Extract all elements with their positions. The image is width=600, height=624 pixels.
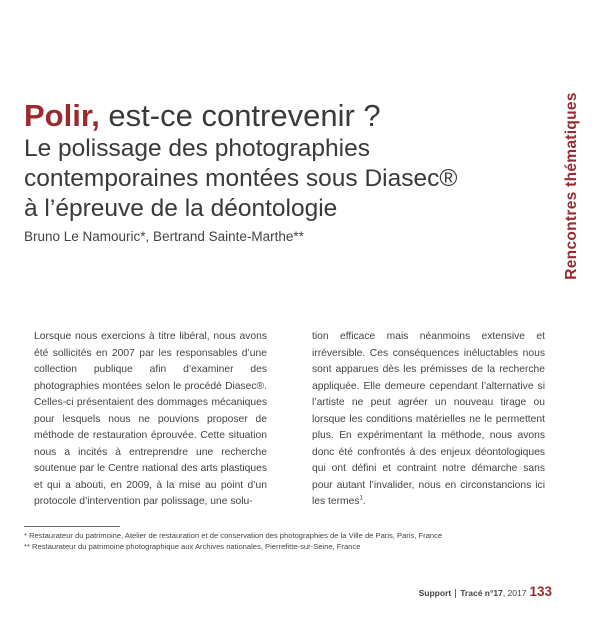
footer-section: Support [418,588,452,598]
authors-line: Bruno Le Namouric*, Bertrand Sainte-Marthe** [24,229,304,244]
title-rest: est-ce contrevenir ? [99,98,381,133]
footnote-2: ** Restaurateur du patrimoine photographique aux Archives nationales, Pierrefitte-sur-Seine, France [24,542,361,551]
body-column-right-text: tion efficace mais néanmoins extensive et irréversible. Ces conséquences inéluctables nous sont apparues dès les prémisses de la recherche appliquée. Elle demeure cependant l’alternative si l’artiste ne peut agréer un nouveau tirage ou lorsque les conditions matérielles ne le permettent plus. En expérimentant la méthode, nous avons donc été confrontés à des enjeux déontologiques qui ont défini et contraint notre démarche sans pour autant l’invalider, nous en circonstancions ici les termes [312,331,545,507]
footer-separator [455,589,456,598]
body-column-left: Lorsque nous exercions à titre libéral, nous avons été sollicités en 2007 par les responsables d’une collection publique afin d’examiner des photographies montées selon le procédé Diasec®. Celles-ci présentaient des dommages mécaniques pour lesquels nous ne pouvions proposer de méthode de restauration éprouvée. Cette situation nous a incités à entreprendre une recherche soutenue par le Centre national des arts plastiques et qui a abouti, en 2009, à la mise au point d’un protocole d’intervention par polissage, une solu- [34,331,267,507]
page-number: 133 [529,584,552,599]
footnote-1: * Restaurateur du patrimoine, Atelier de restauration et de conservation des photographies de la Ville de Paris, Paris, France [24,531,443,540]
article-title [24,98,554,134]
title-accent: Polir, [24,98,100,133]
page-footer [419,584,552,599]
footnotes [24,530,564,552]
body-column-right [312,329,545,511]
subtitle-line: à l’épreuve de la déontologie [24,195,338,222]
title-block [24,98,554,246]
subtitle-line: Le polissage des photographies [24,135,370,162]
section-label-text: Rencontres thématiques [563,92,580,280]
subtitle-line: contemporaines montées sous Diasec® [24,165,458,192]
footer-journal: Tracé n°17 [460,588,503,598]
footer-year: , 2017 [502,588,527,598]
body-column-right-end: . [362,496,366,507]
footnote-reference: 1 [359,495,363,502]
article-subtitle [24,134,554,224]
section-side-label [560,76,584,296]
footnote-divider [24,526,120,527]
